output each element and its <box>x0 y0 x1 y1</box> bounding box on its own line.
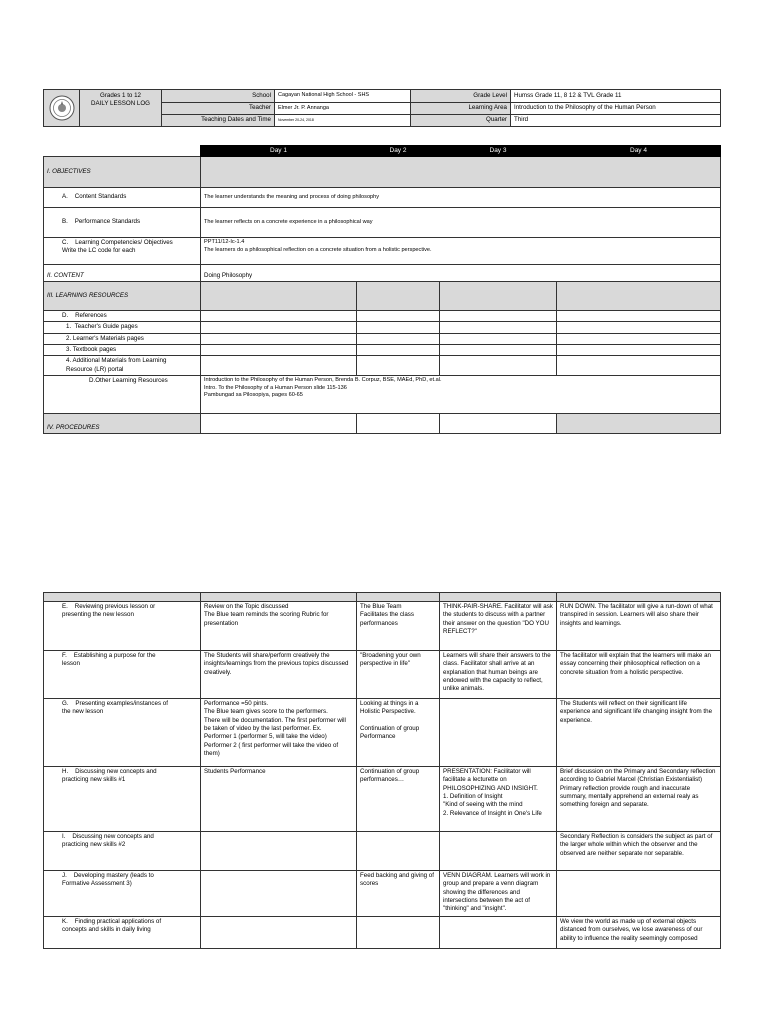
procedure-j-day2: Feed backing and giving of scores <box>357 871 440 917</box>
dates-label: Teaching Dates and Time <box>162 115 275 127</box>
competencies-value: PPT11/12-Ic-1.4 The learners do a philosophical reflection on a concrete situation from a holistic perspective. <box>201 238 721 265</box>
day-3-header: Day 3 <box>440 146 557 157</box>
dates-value: November 20-24, 2018 <box>275 115 411 127</box>
other-resources-value: Introduction to the Philosophy of the Human Person, Brenda B. Corpuz, BSE, MAEd, PhD, et.al. Intro. To the Philosophy of a Human Person slide 115-136 Pambungad sa Pilosopiya, pages 60-65 <box>201 376 721 414</box>
procedure-g-day4: The Students will reflect on their significant life experience and significant life changing insight from the experience. <box>557 699 721 767</box>
quarter-value: Third <box>511 115 721 127</box>
school-label: School <box>162 90 275 103</box>
procedure-g-day2: Looking at things in a Holistic Perspective. Continuation of group Performance <box>357 699 440 767</box>
procedure-k-day3 <box>440 917 557 949</box>
resources-heading: III. LEARNING RESOURCES <box>44 282 201 311</box>
procedure-h-label: H. Discussing new concepts and practicing new skills #1 <box>44 767 201 832</box>
table-row <box>44 602 721 651</box>
textbook-label: 3. Textbook pages <box>44 345 201 356</box>
procedure-i-day3 <box>440 832 557 871</box>
procedure-i-day1 <box>201 832 357 871</box>
teacher-value: Elmer Jr. P. Annanga <box>275 103 411 115</box>
content-heading: II. CONTENT <box>44 265 201 282</box>
procedure-j-day1 <box>201 871 357 917</box>
procedures-heading: IV. PROCEDURES <box>44 414 201 434</box>
table-row <box>44 651 721 699</box>
procedure-j-day4 <box>557 871 721 917</box>
procedure-h-day3: PRESENTATION: Facilitator will facilitate a lecturette on PHILOSOPHIZING AND INSIGHT. 1. Definition of Insight "Kind of seeing with the mind 2. Relevance of Insight in One's Life <box>440 767 557 832</box>
performance-standards-value: The learner reflects on a concrete experience in a philosophical way <box>201 208 721 238</box>
procedure-h-day1: Students Performance <box>201 767 357 832</box>
procedure-g-day3 <box>440 699 557 767</box>
procedure-g-label: G. Presenting examples/instances of the new lesson <box>44 699 201 767</box>
content-standards-label: A. Content Standards <box>44 188 201 208</box>
table-row <box>44 767 721 832</box>
grade-label: Grade Level <box>411 90 511 103</box>
content-value: Doing Philosophy <box>201 265 721 282</box>
procedure-i-day4: Secondary Reflection is considers the subject as part of the larger whole within which the observer and the observed are neither separate nor separable. <box>557 832 721 871</box>
teachers-guide-label: 1. Teacher's Guide pages <box>44 322 201 333</box>
area-label: Learning Area <box>411 103 511 115</box>
procedure-e-day4: RUN DOWN. The facilitator will give a run-down of what transpired in session. Learners will also share their insights and learnings. <box>557 602 721 651</box>
header-table <box>43 89 721 127</box>
additional-materials-label: 4. Additional Materials from Learning Resource (LR) portal <box>44 356 201 376</box>
procedure-k-day2 <box>357 917 440 949</box>
procedure-k-day1 <box>201 917 357 949</box>
procedure-f-label: F. Establishing a purpose for the lesson <box>44 651 201 699</box>
procedures-table <box>43 592 721 949</box>
procedure-f-day1: The Students will share/perform creatively the insights/learnings from the previous topics discussed creatively. <box>201 651 357 699</box>
performance-standards-label: B. Performance Standards <box>44 208 201 238</box>
objectives-heading: I. OBJECTIVES <box>44 157 201 188</box>
seal-cell <box>44 90 80 127</box>
log-title-1: Grades 1 to 12 <box>100 92 141 99</box>
other-resources-label: D.Other Learning Resources <box>44 376 201 414</box>
competencies-label: C. Learning Competencies/ Objectives Write the LC code for each <box>44 238 201 265</box>
deped-seal-icon <box>49 95 75 121</box>
procedure-e-day1: Review on the Topic discussed The Blue team reminds the scoring Rubric for presentation <box>201 602 357 651</box>
procedure-j-day3: VENN DIAGRAM. Learners will work in group and prepare a venn diagram showing the differences and intersections between the act of "thinking" and "insight". <box>440 871 557 917</box>
references-label: D. References <box>44 311 201 322</box>
procedure-f-day2: "Broadening your own perspective in life" <box>357 651 440 699</box>
content-standards-value: The learner understands the meaning and process of doing philosophy <box>201 188 721 208</box>
procedure-g-day1: Performance =50 pints. The Blue team gives score to the performers. There will be documentation. The first performer will be taken of video by the last performer. Ex. Performer 1 (performer 5, will take the video) Performer 2 ( first performer will take the video of them) <box>201 699 357 767</box>
procedure-i-label: I. Discussing new concepts and practicing new skills #2 <box>44 832 201 871</box>
day-1-header: Day 1 <box>201 146 357 157</box>
procedure-e-label: E. Reviewing previous lesson or presenting the new lesson <box>44 602 201 651</box>
area-value: Introduction to the Philosophy of the Human Person <box>511 103 721 115</box>
table-row <box>44 699 721 767</box>
log-title-cell <box>80 90 162 127</box>
quarter-label: Quarter <box>411 115 511 127</box>
grade-value: Humss Grade 11, 8 12 & TVL Grade 11 <box>511 90 721 103</box>
table-row <box>44 832 721 871</box>
table-row <box>44 917 721 949</box>
procedure-i-day2 <box>357 832 440 871</box>
procedure-e-day3: THINK-PAIR-SHARE. Facilitator will ask the students to discuss with a partner their answer on the question "DO YOU REFLECT?" <box>440 602 557 651</box>
procedure-f-day3: Learners will share their answers to the class. Facilitator shall arrive at an explanation that human beings are endowed with the capacity to reflect, unlike animals. <box>440 651 557 699</box>
teacher-label: Teacher <box>162 103 275 115</box>
day-4-header: Day 4 <box>557 146 721 157</box>
day-2-header: Day 2 <box>357 146 440 157</box>
procedure-h-day4: Brief discussion on the Primary and Secondary reflection according to Gabriel Marcel (Christian Existentialist) Primary reflection provide rough and inaccurate summary, mentally apprehend an external realy as something foreign and separate. <box>557 767 721 832</box>
school-value: Cagayan National High School - SHS <box>275 90 411 103</box>
table-row <box>44 871 721 917</box>
log-title-2: DAILY LESSON LOG <box>91 100 150 108</box>
procedure-h-day2: Continuation of group performances… <box>357 767 440 832</box>
learners-materials-label: 2. Learner's Materials pages <box>44 333 201 344</box>
procedure-k-day4: We view the world as made up of external objects distanced from ourselves, we lose awareness of our ability to influence the reality seemingly composed <box>557 917 721 949</box>
procedure-e-day2: The Blue Team Facilitates the class performances <box>357 602 440 651</box>
lesson-table <box>43 145 721 434</box>
procedure-j-label: J. Developing mastery (leads to Formative Assessment 3) <box>44 871 201 917</box>
procedure-f-day4: The facilitator will explain that the learners will make an essay concerning their philosophical reflection on a concrete situation from a holistic perspective. <box>557 651 721 699</box>
procedure-k-label: K. Finding practical applications of concepts and skills in daily living <box>44 917 201 949</box>
